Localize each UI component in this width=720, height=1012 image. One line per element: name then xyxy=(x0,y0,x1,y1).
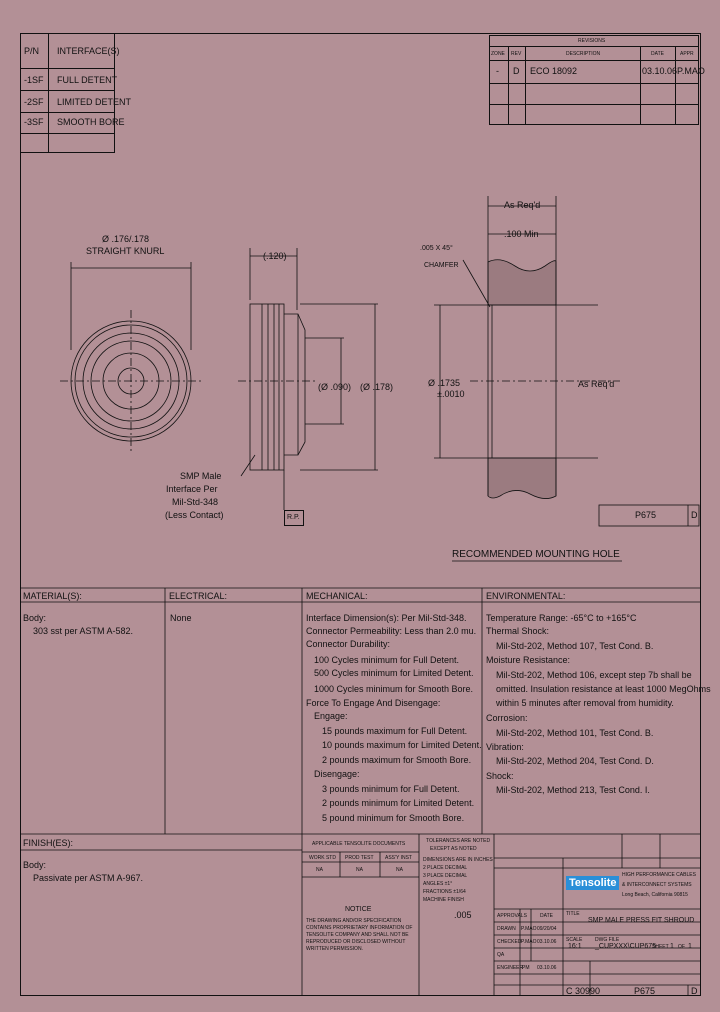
mechanical-line: 1000 Cycles minimum for Smooth Bore. xyxy=(314,684,474,694)
notice-text: THE DRAWING AND/OR SPECIFICATION CONTAINS PROPRIETARY INFORMATION OF TENSOLITE COMPANY AND SHALL NOT BE REPRODUCED OR DISCLOSED WITHOUT WRITTEN PERMISSION. xyxy=(306,918,413,952)
interface-row-1: FULL DETENT xyxy=(57,75,118,85)
qa-label: QA xyxy=(497,952,505,958)
mechanical-line: 100 Cycles minimum for Full Detent. xyxy=(314,655,460,665)
engineer-label: ENGINEER xyxy=(497,965,524,971)
mounting-hole-section xyxy=(434,196,620,499)
dwg-file-value: _CUPXXX\CUP675 xyxy=(595,943,657,950)
hole-diameter: Ø .1735 xyxy=(428,378,461,388)
rev-date-header: DATE xyxy=(651,51,664,57)
electrical-line-1: None xyxy=(170,613,192,623)
tolerance-line: MACHINE FINISH xyxy=(423,897,464,903)
mechanical-line: 2 pounds minimum for Limited Detent. xyxy=(322,798,475,808)
checked-name: P.MAO xyxy=(521,939,537,945)
mechanical-line: Force To Engage And Disengage: xyxy=(306,698,441,708)
interface-row-3: SMOOTH BORE xyxy=(57,117,125,127)
title-label: TITLE xyxy=(566,911,580,917)
sheet-label: SHEET xyxy=(652,944,669,950)
rev-description: ECO 18092 xyxy=(530,66,578,76)
interface-header: INTERFACE(S) xyxy=(57,46,120,56)
drawn-date: 09/20/04 xyxy=(537,926,557,932)
mechanical-line: 5 pound minimum for Smooth Bore. xyxy=(322,813,465,823)
of-value: 1 xyxy=(688,943,692,950)
inner-diameter: (Ø .090) xyxy=(318,382,352,392)
pn-header: P/N xyxy=(24,46,40,56)
outer-diameter: (Ø .178) xyxy=(360,382,394,392)
tolerance-line: 2 PLACE DECIMAL xyxy=(423,865,468,871)
ref-point-label: R.P. xyxy=(287,514,300,521)
materials-line-1: Body: xyxy=(23,613,47,623)
knurl-dimension: Ø .176/.178 xyxy=(102,234,150,244)
rev-letter: D xyxy=(513,66,520,76)
pn-row-1: -1SF xyxy=(24,75,44,85)
doc-header-2: PROD TEST xyxy=(345,855,374,861)
environmental-line: Vibration: xyxy=(486,742,524,752)
smp-note-1: SMP Male xyxy=(180,471,222,481)
environmental-line: Mil-Std-202, Method 204, Test Cond. D. xyxy=(496,756,654,766)
min-dimension: .100 Min xyxy=(504,229,539,239)
pn-row-3: -3SF xyxy=(24,117,44,127)
environmental-line: within 5 minutes after removal from humidity. xyxy=(496,698,674,708)
applicable-docs-title: APPLICABLE TENSOLITE DOCUMENTS xyxy=(312,841,406,847)
tolerances-title: TOLERANCES ARE NOTED xyxy=(426,838,491,844)
tolerance-value: .005 xyxy=(454,910,472,920)
interface-row-2: LIMITED DETENT xyxy=(57,97,132,107)
tolerance-line: DIMENSIONS ARE IN INCHES xyxy=(423,857,493,863)
tolerance-line: ANGLES ±1° xyxy=(423,881,453,887)
tensolite-logo: Tensolite xyxy=(566,876,619,890)
mechanical-line: Disengage: xyxy=(314,769,360,779)
small-title-number: P675 xyxy=(635,510,657,520)
drawn-label: DRAWN xyxy=(497,926,516,932)
checked-date: 03.10.06 xyxy=(537,939,557,945)
finish-line-2: Passivate per ASTM A-967. xyxy=(33,873,144,883)
mechanical-line: 15 pounds maximum for Full Detent. xyxy=(322,726,468,736)
smp-note-3: Mil-Std-348 xyxy=(172,497,219,507)
side-view xyxy=(238,248,378,510)
drawing-title: SMP MALE PRESS FIT SHROUD xyxy=(588,917,695,924)
dwg-file-label: DWG FILE xyxy=(595,937,620,943)
engineer-name: PM xyxy=(522,965,530,971)
rev-zone-header: ZONE xyxy=(491,51,505,57)
sheet-value: 1 xyxy=(670,943,674,950)
as-req-right: As Req'd xyxy=(578,379,615,389)
smp-note-2: Interface Per xyxy=(166,484,218,494)
drawn-name: P.MAO xyxy=(521,926,537,932)
mounting-caption: RECOMMENDED MOUNTING HOLE xyxy=(452,549,620,560)
notice-title: NOTICE xyxy=(345,906,372,913)
length-dimension: (.120) xyxy=(263,251,287,261)
as-req-top: As Req'd xyxy=(504,200,541,210)
hole-tolerance: ±.0010 xyxy=(437,389,465,399)
rev-desc-header: DESCRIPTION xyxy=(566,51,601,57)
of-label: OF xyxy=(678,944,685,950)
doc-value-1: NA xyxy=(316,867,323,873)
environmental-line: Mil-Std-202, Method 106, except step 7b shall be xyxy=(496,670,692,680)
rev-zone: - xyxy=(496,66,499,76)
rev-rev-header: REV xyxy=(511,51,522,57)
doc-value-3: NA xyxy=(396,867,403,873)
scale-label: SCALE xyxy=(566,937,583,943)
environmental-line: Thermal Shock: xyxy=(486,626,550,636)
rev-date: 03.10.06 xyxy=(642,66,678,76)
mechanical-line: 2 pounds maximum for Smooth Bore. xyxy=(322,755,472,765)
tolerance-line: FRACTIONS ±1/64 xyxy=(423,889,466,895)
title-rev: D xyxy=(691,986,698,996)
knurl-label: STRAIGHT KNURL xyxy=(86,246,165,256)
engineer-date: 03.10.06 xyxy=(537,965,557,971)
chamfer-dim: .005 X 45° xyxy=(420,245,453,252)
revisions-title: REVISIONS xyxy=(578,38,606,44)
electrical-title: ELECTRICAL: xyxy=(169,591,228,601)
materials-title: MATERIAL(S): xyxy=(23,591,82,601)
rev-appr-header: APPR xyxy=(680,51,694,57)
mechanical-line: 3 pounds minimum for Full Detent. xyxy=(322,784,460,794)
tolerance-line: 3 PLACE DECIMAL xyxy=(423,873,468,879)
mechanical-line: Connector Durability: xyxy=(306,639,391,649)
chamfer-label: CHAMFER xyxy=(424,262,459,269)
mechanical-line: 500 Cycles minimum for Limited Detent. xyxy=(314,668,474,678)
mechanical-line: Engage: xyxy=(314,711,348,721)
tolerances-subtitle: EXCEPT AS NOTED xyxy=(430,846,477,852)
doc-header-3: ASS'Y INST xyxy=(385,855,412,861)
environmental-line: Mil-Std-202, Method 101, Test Cond. B. xyxy=(496,728,654,738)
doc-value-2: NA xyxy=(356,867,363,873)
company-line-2: & INTERCONNECT SYSTEMS xyxy=(622,882,692,888)
front-view xyxy=(60,262,202,452)
small-title-rev: D xyxy=(691,510,698,520)
approvals-date-header: DATE xyxy=(540,913,553,919)
environmental-line: omitted. Insulation resistance at least 1000 MegOhms xyxy=(496,684,711,694)
scale-value: 16:1 xyxy=(568,943,582,950)
size-value: C xyxy=(566,986,573,996)
pn-row-2: -2SF xyxy=(24,97,44,107)
mechanical-line: 10 pounds maximum for Limited Detent. xyxy=(322,740,482,750)
environmental-title: ENVIRONMENTAL: xyxy=(486,591,566,601)
doc-header-1: WORK STD xyxy=(309,855,336,861)
environmental-line: Mil-Std-202, Method 213, Test Cond. I. xyxy=(496,785,650,795)
approvals-label: APPROVALS xyxy=(497,913,527,919)
finish-title: FINISH(ES): xyxy=(23,838,74,848)
environmental-line: Shock: xyxy=(486,771,514,781)
environmental-line: Temperature Range: -65°C to +165°C xyxy=(486,613,637,623)
environmental-line: Moisture Resistance: xyxy=(486,655,571,665)
checked-label: CHECKED xyxy=(497,939,522,945)
rev-approved: P.MAO xyxy=(677,66,705,76)
materials-line-2: 303 sst per ASTM A-582. xyxy=(33,626,134,636)
environmental-line: Corrosion: xyxy=(486,713,528,723)
mechanical-line: Interface Dimension(s): Per Mil-Std-348. xyxy=(306,613,467,623)
cage-code: 30990 xyxy=(575,986,601,996)
finish-line-1: Body: xyxy=(23,860,47,870)
mechanical-title: MECHANICAL: xyxy=(306,591,368,601)
environmental-line: Mil-Std-202, Method 107, Test Cond. B. xyxy=(496,641,654,651)
dwg-number: P675 xyxy=(634,986,656,996)
company-line-3: Long Beach, California 90815 xyxy=(622,892,688,898)
smp-note-4: (Less Contact) xyxy=(165,510,224,520)
company-line-1: HIGH PERFORMANCE CABLES xyxy=(622,872,696,878)
mechanical-line: Connector Permeability: Less than 2.0 mu. xyxy=(306,626,477,636)
